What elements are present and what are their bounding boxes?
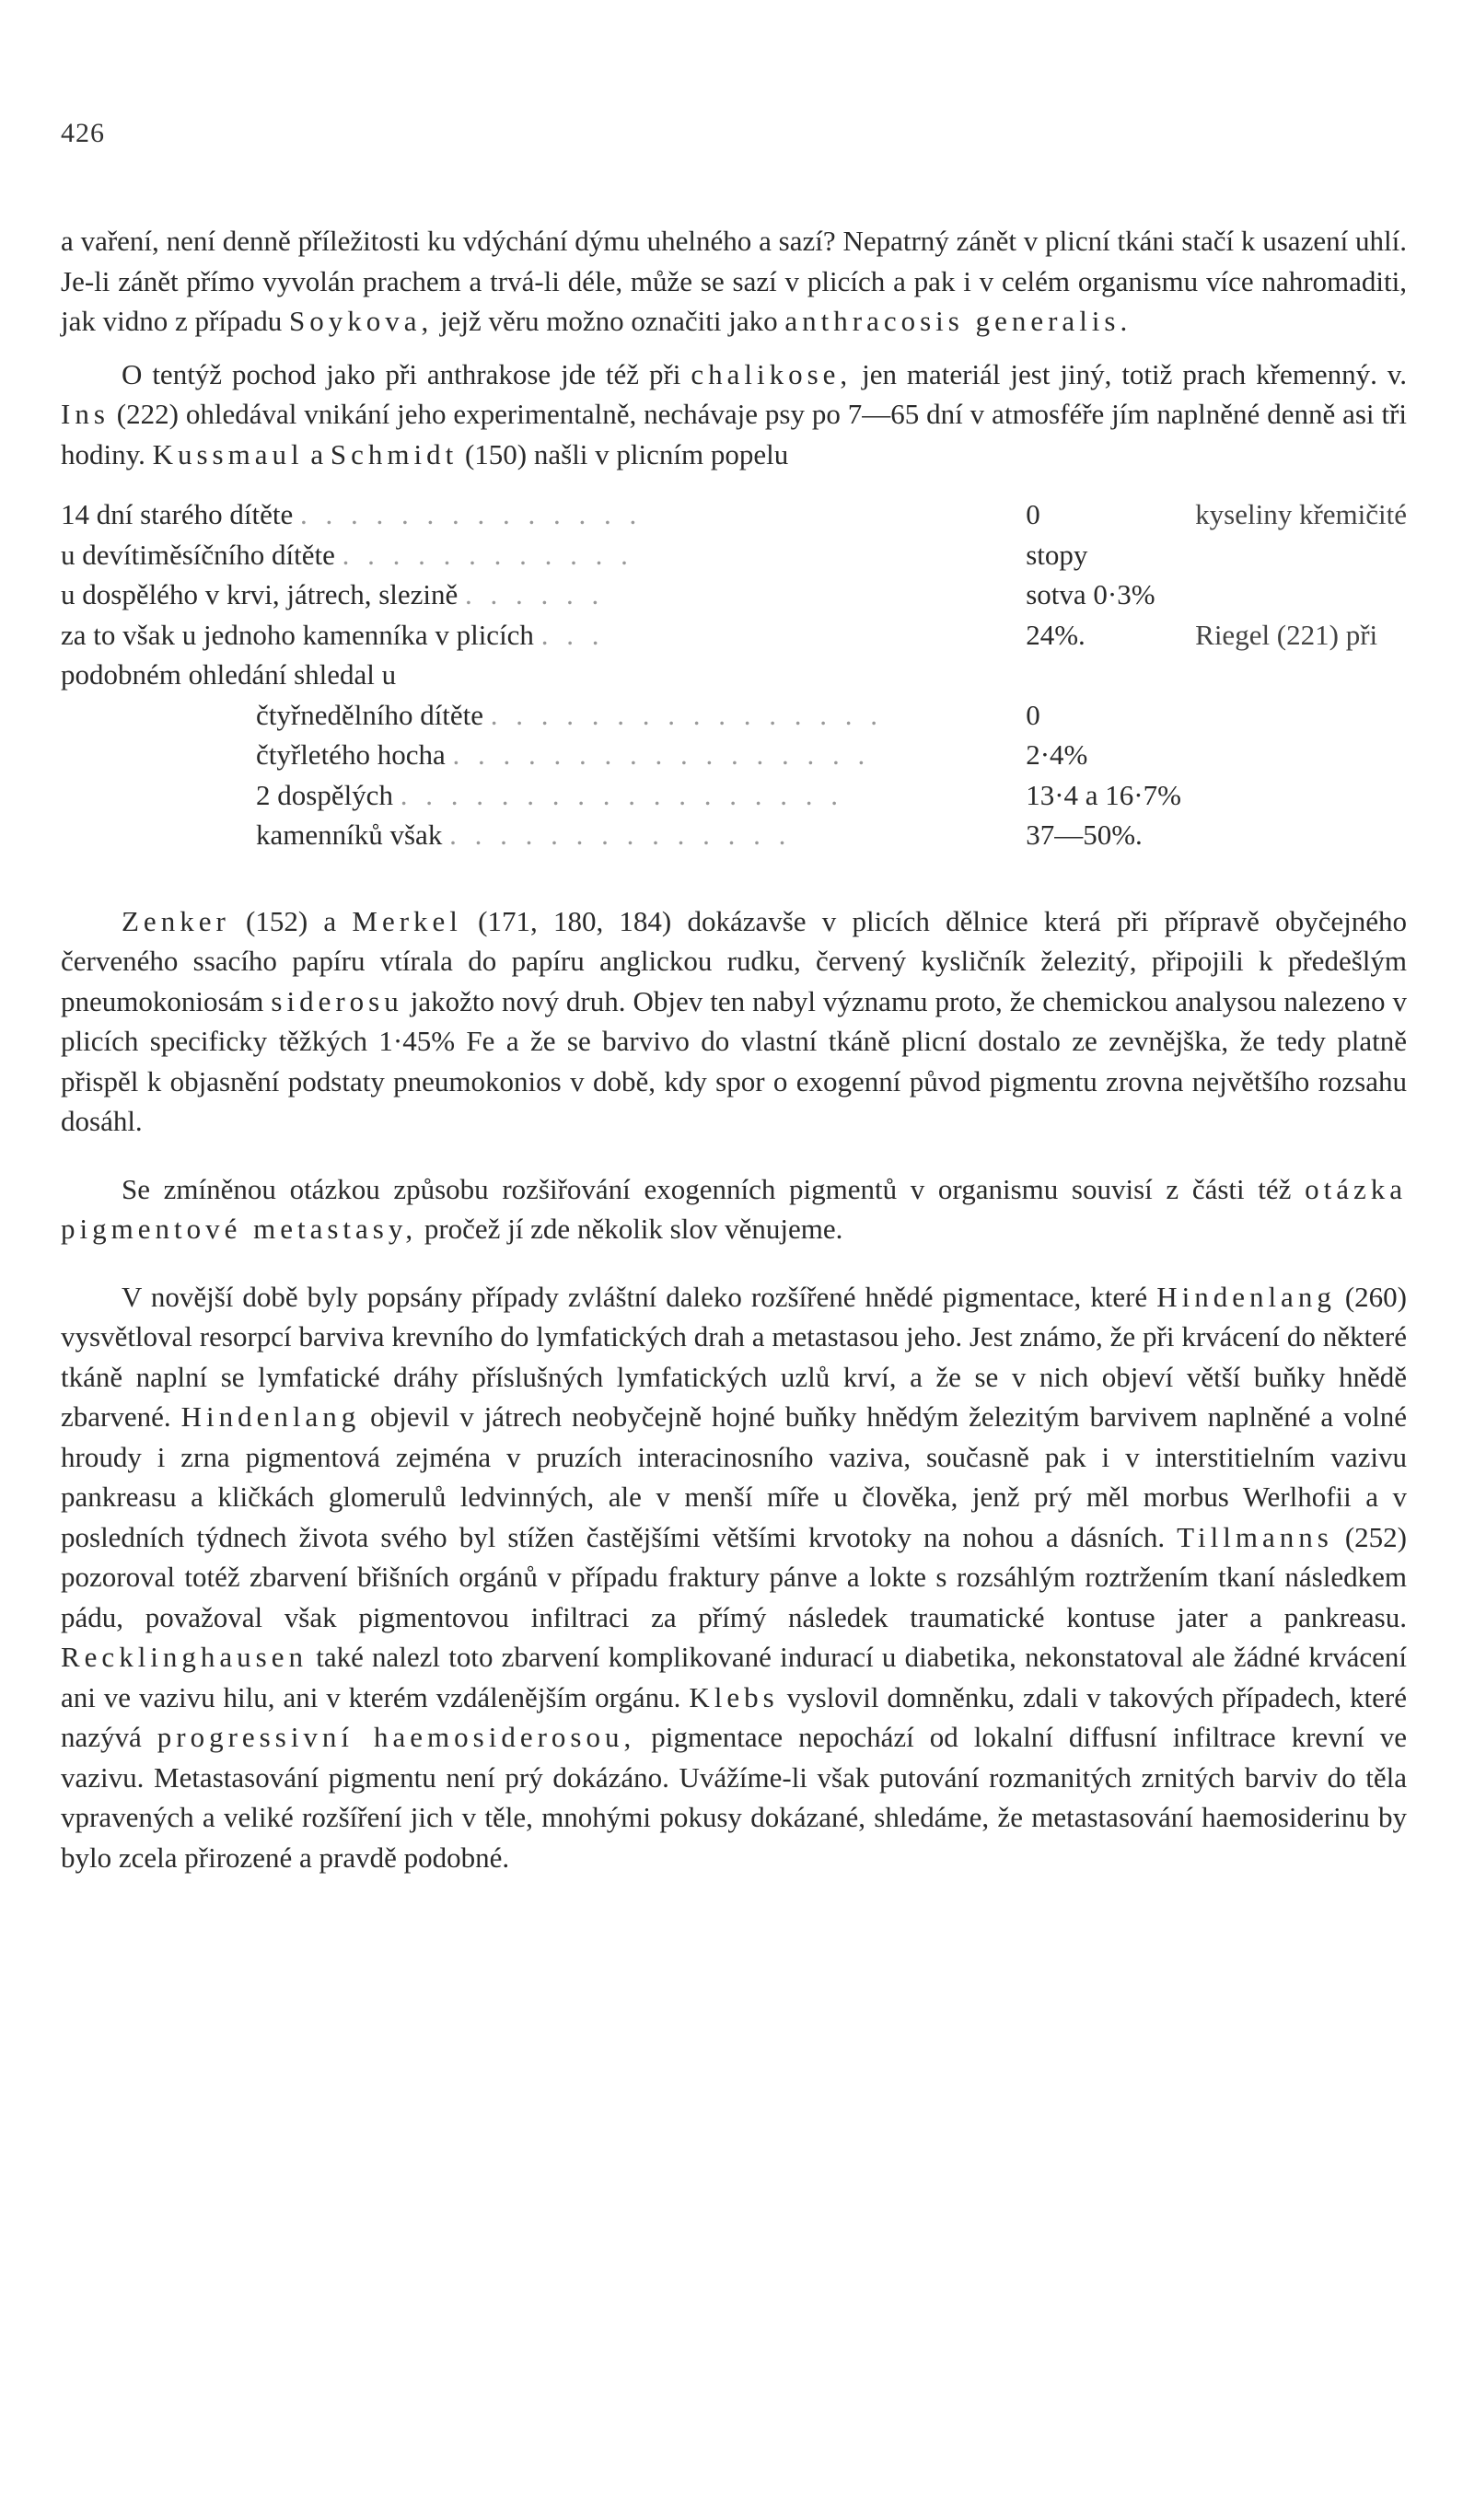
row-value: sotva 0·3% [1026,578,1155,610]
p5-f: vyslovil domněnku, zdali v takových případech, které nazývá [61,1680,1408,1753]
leader-dots: . . . . . . . . . . . . . . . . . . [400,778,843,811]
p5-g: pigmentace nepochází od lokalní diffusní infiltrace krevní ve vazivu. Metastasování pigmentu není prý dokázáno. Uvážíme-li však putování rozmanitých zrnitých barviv do těla vpravených a veliké rozšíření jich v těle, mnohými pokusy dokázané, shledáme, že metastasování haemosiderinu by bylo zcela přirozené a pravdě podobné. [61,1721,1408,1874]
table-row [61,735,1407,775]
p2-ins: Ins [61,398,110,430]
p1-name: Soykova, [288,305,434,337]
p5-e: také nalezl toto zbarvení komplikované indurací u diabetika, nekonstatoval ale žádné krvácení ani ve vazivu hilu, ani v kterém vzdálenějším orgánu. [61,1641,1408,1713]
p3-c: jakožto nový druh. Objev ten nabyl významu proto, že chemickou analysou nalezeno v plicích specificky těžkých 1·45% Fe a že se barvivo do vlastní tkáně plicní dostalo ze zevnějška, že tedy platně přispěl k objasnění podstaty pneumokonios v době, kdy spor o exogenní původ pigmentu zrovna největšího rozsahu dosáhl. [61,984,1407,1137]
p5-c: objevil v játrech neobyčejně hojné buňky hnědým železitým barvivem naplněné a volné hroudy i zrna pigmentová zejména v pruzích interacinosního vaziva, současně pak i v interstitielním vazivu pankreasu a kličkách glomerulů ledvinných, ale v menší míře u člověka, jenž prý měl morbus Werlhofii a v posledních týdnech života svého byl stížen častějšími většími krvotoky na nohou a dásních. [61,1400,1407,1553]
p5-b: (260) vysvětloval resorpcí barviva krevního do lymfatických drah a metastasou jeho. Jest známo, že při krvácení do některé tkáně naplní se lymfatické dráhy příslušných lymfatických uzlů krví, a že se v nich objeví větší buňky hnědě zbarvené. [61,1280,1407,1433]
p1-text: a vaření, není denně příležitosti ku vdýchání dýmu uhelného a sazí? Nepatrný zánět v plicní tkáni stačí k usazení uhlí. Je-li zánět přímo vyvolán prachem a trvá-li déle, může se sazí v plicích a pak i v celém organismu více nahromaditi, jak vidno z případu [61,225,1407,337]
p1-term: anthracosis generalis. [784,305,1132,337]
subrow-label: čtyřnedělního dítěte [256,698,484,731]
table-row [61,615,1407,656]
row-value: stopy [1026,538,1088,571]
p3-zenker: Zenker [122,904,230,937]
p5-progressive: progressivní haemosiderosou, [157,1721,636,1753]
subrow-label: kamenníků však [256,819,443,851]
paragraph-2 [61,354,1407,475]
p2-a: O tentýž pochod jako při [122,357,417,390]
p4-a: Se zmíněnou otázkou způsobu rozšiřování exogenních pigmentů v organismu souvisí z části též [122,1172,1292,1205]
leader-dots: . . . . . . . . . . . . [342,538,633,571]
p2-chalikose: chalikose, [691,357,853,390]
p2-kussmaul: Kussmaul [152,437,304,470]
p3-b: (171, 180, 184) dokázavše v plicích dělnice která při přípravě obyčejného červeného ssacího papíru vtírala do papíru anglickou rudku, červený kysličník železitý, připojili k předešlým pneumokoniosám [61,904,1408,1017]
paragraph-1 [61,221,1407,342]
table-row [61,575,1407,615]
p5-hindenlang-2: Hindenlang [180,1400,361,1433]
row-rest [1195,535,1407,575]
p4-b: pročež jí zde několik slov věnujeme. [424,1213,843,1245]
row-rest: kyseliny křemičité [1195,498,1407,530]
table-row [61,695,1407,736]
document-body [61,221,1407,1877]
table-row [61,535,1407,575]
table-row [61,775,1407,816]
p2-b: jde též při [561,357,681,390]
row-value: 24%. [1026,618,1086,651]
row-label: za to však u jednoho kamenníka v plicích [61,618,534,651]
table-row [61,494,1407,535]
table-row [61,815,1407,855]
p2-e: a [310,437,324,470]
leader-dots: . . . . . . . . . . . . . . . . . [452,738,871,771]
p5-d: (252) pozoroval totéž zbarvení břišních orgánů v případu fraktury pánve a lokte s rozsáhlým roztržením tkaní následkem pádu, považoval však pigmentovou infiltraci za přímý následek traumatické kontuse jater a pankreasu. [61,1520,1407,1633]
leader-dots: . . . . . . . . . . . . . . [449,819,792,851]
p3-merkel: Merkel [352,904,462,937]
row-value: 0 [1026,498,1040,530]
row-label: u devítiměsíčního dítěte [61,538,335,571]
subrow-label: čtyřletého hocha [256,738,446,771]
row-rest [1195,575,1407,615]
row-label: u dospělého v krvi, játrech, slezině [61,578,459,610]
subrow-value: 37—50%. [1026,819,1143,851]
subrow-label: 2 dospělých [256,778,393,811]
row-label: 14 dní starého dítěte [61,498,294,530]
leader-dots: . . . . . . . . . . . . . . . . [490,698,884,731]
leader-dots: . . . . . . [465,578,605,610]
silica-table [61,494,1407,855]
p1-mid: jejž věru možno označiti jako [439,305,778,337]
p5-hindenlang: Hindenlang [1156,1280,1336,1313]
p2-d: (222) ohledával vnikání jeho experimentalně, nechávaje psy po 7—65 dní v atmosféře jím naplněné denně asi tři hodiny. [61,398,1407,470]
paragraph-5 [61,1277,1407,1878]
p2-anthrakose: anthrakose [426,357,552,390]
p5-recklinghausen: Recklinghausen [61,1641,308,1673]
p4-question: otázka pigmentové metastasy, [61,1172,1408,1245]
table-row [61,655,1407,695]
subrow-value: 0 [1026,698,1040,731]
p5-klebs: Klebs [689,1680,779,1713]
row-rest: Riegel (221) při [1195,618,1378,651]
p2-schmidt: Schmidt [330,437,459,470]
p3-siderosu: siderosu [271,984,403,1017]
paragraph-4 [61,1169,1407,1249]
p2-f: (150) našli v plicním popelu [464,437,789,470]
p5-a: V novější době byly popsány případy zvláštní daleko rozšířené hnědé pigmentace, které [122,1280,1148,1313]
leader-dots: . . . . . . . . . . . . . . [300,498,643,530]
page-number: 426 [61,118,105,148]
leader-dots: . . . [540,618,605,651]
p5-tillmanns: Tillmanns [1177,1520,1333,1553]
p3-a: (152) a [246,904,337,937]
subrow-value: 2·4% [1026,738,1088,771]
p2-c: jen materiál jest jiný, totiž prach křemenný. v. [862,357,1407,390]
sub-intro: podobném ohledání shledal u [61,658,397,691]
subrow-value: 13·4 a 16·7% [1026,778,1181,811]
paragraph-3 [61,901,1407,1142]
